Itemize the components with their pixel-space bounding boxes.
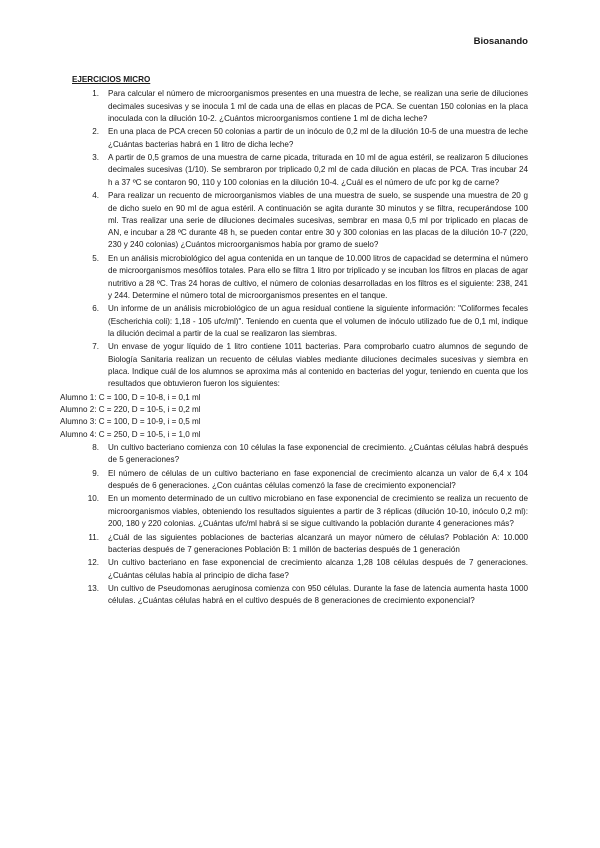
student-result: Alumno 4: C = 250, D = 10-5, i = 1,0 ml [60,429,201,439]
exercise-text: Para realizar un recuento de microorganismos viables de una muestra de suelo, se suspende una muestra de 20 g de dicho suelo en 90 ml de agua estéril. A continuación se agita durante 30 minutos y se filtra, recuperándose 100 ml. Tras realizar una serie de diluciones decimales sucesivas, sembrar en masa 0,5 ml por triplicado en placas de AN, e incubar a 28 ºC durante 48 h, se pueden contar entre 30 y 300 colonias en las placas de la dilución 10-7 (220, 230 y 240 colonias) ¿Cuántos microorganismos había por gramo de suelo? [108,191,528,250]
exercise-number: 11. [88,532,99,542]
exercise-text: Un envase de yogur líquido de 1 litro contiene 1011 bacterias. Para comprobarlo cuatro alumnos de segundo de Biología Sanitaria realizan un recuento de células viables mediante diluciones decimales sucesivas y siembra en placa. Indique cuál de los alumnos se aproxima más al contenido en bacterias del yogur, teniendo en cuenta que los resultados que obtuvieron fueron los siguientes: [108,342,528,389]
exercise-item [72,190,528,251]
exercise-number: 8. [92,442,99,452]
exercise-item [72,493,528,530]
exercise-item [72,253,528,302]
exercise-item [72,126,528,151]
exercise-item [72,532,528,557]
exercise-text: En una placa de PCA crecen 50 colonias a partir de un inóculo de 0,2 ml de la dilución 10-5 de una muestra de leche ¿Cuántas bacterias habrá en 1 litro de dicha leche? [108,127,528,149]
exercise-text: Un cultivo bacteriano comienza con 10 células la fase exponencial de crecimiento. ¿Cuántas células habrá después de 5 generaciones? [108,442,528,465]
exercise-number: 6. [92,304,99,314]
exercise-number: 2. [92,127,99,137]
exercise-number: 3. [92,153,99,163]
exercise-text: Un informe de un análisis microbiológico de un agua residual contiene la siguiente información: "Coliformes fecales (Escherichia coli): 1,18 - 105 ufc/ml)". Teniendo en cuenta que el volumen de inóculo utilizado fue de 0,1 ml, indique la dilución decimal a partir de la cual se realizaron las siembras. [108,304,528,338]
exercise-text: ¿Cuál de las siguientes poblaciones de bacterias alcanzará un mayor número de células? Población A: 10.000 bacterias después de 7 generaciones Población B: 1 millón de bacterias después de 1 generación [108,532,528,554]
exercise-item [72,583,528,608]
exercise-number: 13. [87,584,99,594]
header-brand: Biosanando [473,36,528,47]
exercise-item [72,468,528,493]
exercise-item [72,341,528,390]
exercise-text: Un cultivo de Pseudomonas aeruginosa comienza con 950 células. Durante la fase de latencia aumenta hasta 1000 células. ¿Cuántas células habrá en el cultivo después de 8 generaciones de crecimiento exponencial? [108,584,528,606]
document-body [60,74,528,609]
exercise-text: Para calcular el número de microorganismos presentes en una muestra de leche, se realizan una serie de diluciones decimales sucesivas y se inocula 1 ml de cada una de ellas en placas de PCA. Se cuentan 150 colonias en la placa inoculada con la dilución 10-2. ¿Cuántos microorganismos contiene 1 ml de dicha leche? [108,89,528,123]
exercise-number: 1. [92,89,99,99]
exercise-number: 12. [87,558,99,568]
exercise-number: 10. [87,494,99,504]
exercise-number: 5. [92,253,99,263]
exercise-text: En un momento determinado de un cultivo microbiano en fase exponencial de crecimiento se realiza un recuento de microorganismos viables, obteniendo los resultados siguientes a partir de 3 réplicas (dilución 10-10, inóculo 0,2 ml): 200, 180 y 220 colonias. ¿Cuántas ufc/ml habrá si se sigue cultivando la población durante 4 generaciones más? [108,494,528,529]
exercise-text: Un cultivo bacteriano en fase exponencial de crecimiento alcanza 1,28 108 células después de 7 generaciones. ¿Cuántas células había al principio de dicha fase? [108,558,528,580]
exercise-number: 9. [92,468,99,478]
exercise-text: El número de células de un cultivo bacteriano en fase exponencial de crecimiento alcanza un valor de 6,4 x 104 después de 6 generaciones. ¿Con cuántas células comenzó la fase de crecimiento exponencial? [108,468,528,490]
student-result: Alumno 2: C = 220, D = 10-5, i = 0,2 ml [60,405,201,415]
exercise-item [72,88,528,125]
document-title: EJERCICIOS MICRO [72,75,151,84]
exercise-item [72,442,528,467]
student-result: Alumno 3: C = 100, D = 10-9, i = 0,5 ml [60,417,201,427]
exercise-item [72,557,528,582]
exercise-number: 4. [92,191,99,201]
exercise-number: 7. [92,342,99,352]
exercise-item [72,152,528,189]
student-result: Alumno 1: C = 100, D = 10-8, i = 0,1 ml [60,392,201,402]
exercise-text: A partir de 0,5 gramos de una muestra de carne picada, triturada en 10 ml de agua estéril, se realizaron 5 diluciones decimales sucesivas (1/10). Se sembraron por triplicado 0,2 ml de cada dilución en placas de PCA. Tras incubar 24 h a 37 ºC se contaron 90, 110 y 100 colonias en la dilución 10-4. ¿Cuál es el número de ufc por kg de carne? [108,153,528,187]
exercise-text: En un análisis microbiológico del agua contenida en un tanque de 10.000 litros de capacidad se determina el número de microorganismos mesófilos totales. Para ello se filtra 1 litro por triplicado y se incuban los filtros en placas de agar nutritivo a 28 ºC. Tras 24 horas de cultivo, el número de colonias desarrolladas en los filtros es el siguiente: 238, 241 y 244. Determine el número total de microorganismos presentes en el tanque. [108,253,528,300]
student-results-list [60,392,528,441]
exercise-item [72,303,528,340]
